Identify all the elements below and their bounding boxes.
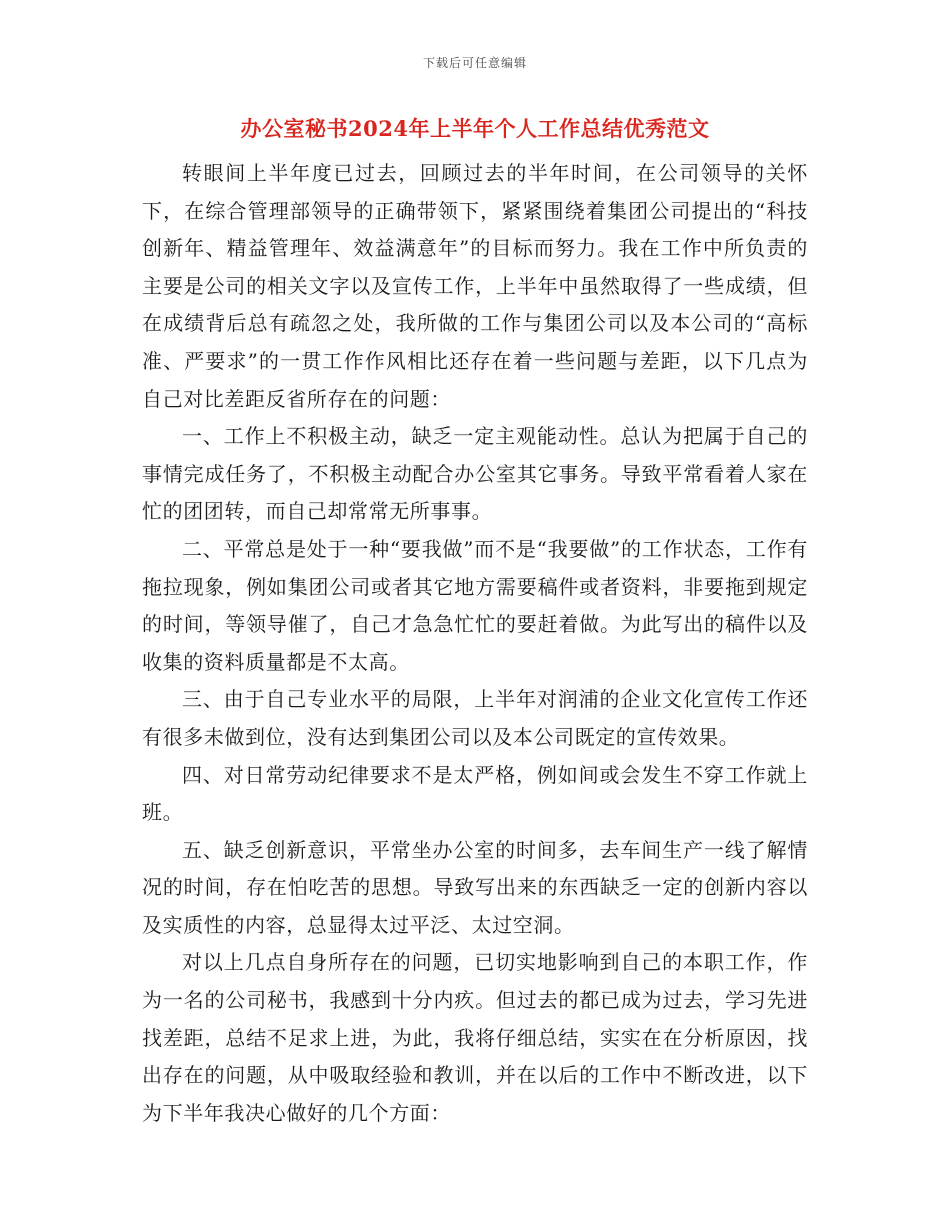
paragraph-issue-4: 四、对日常劳动纪律要求不是太严格，例如间或会发生不穿工作就上班。 (142, 762, 808, 825)
paragraph-issue-1: 一、工作上不积极主动，缺乏一定主观能动性。总认为把属于自己的事情完成任务了，不积极主动配合办公室其它事务。导致平常看着人家在忙的团团转，而自己却常常无所事事。 (142, 424, 808, 524)
document-title: 办公室秘书2024年上半年个人工作总结优秀范文 (240, 116, 710, 141)
header-note: 下载后可任意编辑 (422, 56, 527, 70)
paragraph-intro: 转眼间上半年度已过去，回顾过去的半年时间，在公司领导的关怀下，在综合管理部领导的正确带领下，紧紧围绕着集团公司提出的“科技创新年、精益管理年、效益满意年”的目标而努力。我在工作中所负责的主要是公司的相关文字以及宣传工作，上半年中虽然取得了一些成绩，但在成绩背后总有疏忽之处，我所做的工作与集团公司以及本公司的“高标准、严要求”的一贯工作作风相比还存在着一些问题与差距，以下几点为自己对比差距反省所存在的问题： (142, 161, 808, 411)
paragraph-issue-3: 三、由于自己专业水平的局限，上半年对润浦的企业文化宣传工作还有很多未做到位，没有达到集团公司以及本公司既定的宣传效果。 (142, 687, 808, 749)
paragraph-issue-2: 二、平常总是处于一种“要我做”而不是“我要做”的工作状态，工作有拖拉现象，例如集团公司或者其它地方需要稿件或者资料，非要拖到规定的时间，等领导催了，自己才急急忙忙的要赶着做。为此写出的稿件以及收集的资料质量都是不太高。 (142, 536, 808, 674)
paragraph-conclusion: 对以上几点自身所存在的问题，已切实地影响到自己的本职工作，作为一名的公司秘书，我感到十分内疚。但过去的都已成为过去，学习先进找差距，总结不足求上进，为此，我将仔细总结，实实在在分析原因，找出存在的问题，从中吸取经验和教训，并在以后的工作中不断改进，以下为下半年我决心做好的几个方面： (142, 950, 808, 1125)
document-body (142, 155, 808, 1132)
paragraph-issue-5: 五、缺乏创新意识，平常坐办公室的时间多，去车间生产一线了解情况的时间，存在怕吃苦的思想。导致写出来的东西缺乏一定的创新内容以及实质性的内容，总显得太过平泛、太过空洞。 (142, 837, 808, 937)
